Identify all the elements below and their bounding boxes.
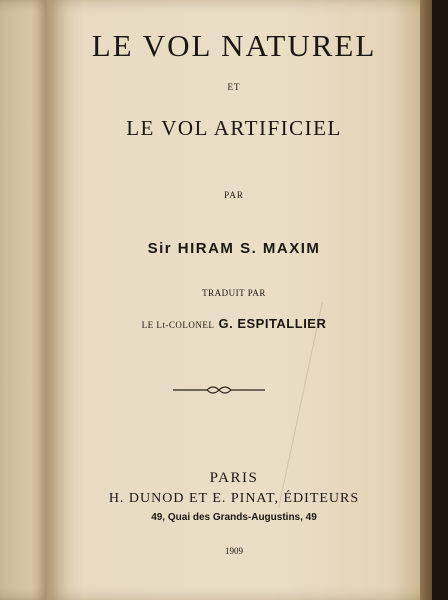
publication-year: 1909	[225, 546, 243, 556]
publisher: H. DUNOD ET E. PINAT, ÉDITEURS	[108, 491, 360, 506]
background	[432, 0, 448, 600]
author	[46, 240, 422, 257]
author-prefix: Sir	[147, 240, 173, 257]
translator-name: G. ESPITALLIER	[218, 316, 327, 331]
translator-rank: LE Lt-COLONEL	[141, 320, 215, 330]
by-label: PAR	[224, 190, 244, 200]
translated-by-label: TRADUIT PAR	[202, 288, 266, 298]
title-conjunction: ET	[227, 82, 241, 92]
title-line-2: LE VOL ARTIFICIEL	[126, 116, 342, 140]
title-line-1: LE VOL NATUREL	[91, 28, 377, 63]
publisher-address: 49, Quai des Grands-Augustins, 49	[151, 512, 317, 523]
city: PARIS	[209, 470, 259, 486]
author-name: HIRAM S. MAXIM	[177, 240, 321, 257]
facing-page-edge	[0, 0, 52, 600]
ornament-rule	[173, 385, 265, 395]
translator	[46, 316, 422, 331]
